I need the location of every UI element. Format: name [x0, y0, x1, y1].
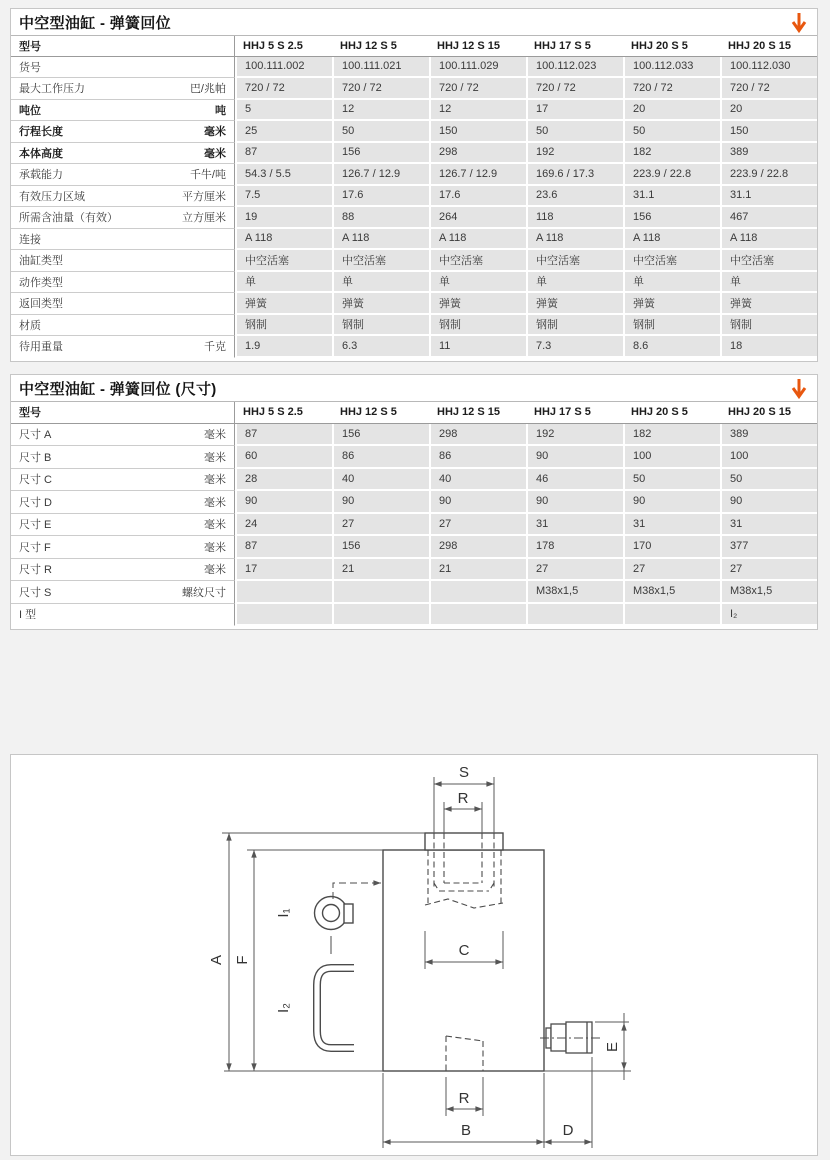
row-label-cell	[11, 536, 235, 559]
value-cell: 27	[623, 559, 720, 582]
value-cell: 156	[623, 207, 720, 229]
value-cell: 20	[623, 100, 720, 122]
row-label-cell	[11, 559, 235, 582]
value-cell	[429, 604, 526, 627]
coupler-fitting	[540, 1022, 601, 1053]
value-cell: 100.112.030	[720, 57, 817, 79]
value-cell: 钢制	[720, 315, 817, 337]
table-row	[11, 272, 817, 294]
value-cell: A 118	[429, 229, 526, 251]
row-label: 材质	[19, 319, 41, 332]
value-cell: 50	[332, 121, 429, 143]
row-label: 所需含油量（有效）	[19, 212, 118, 225]
column-header: HHJ 20 S 5	[623, 402, 720, 424]
value-cell: 298	[429, 536, 526, 559]
value-cell: 100	[623, 446, 720, 469]
table-row	[11, 121, 817, 143]
dim-label-b: B	[460, 1122, 472, 1139]
value-cell: 90	[720, 491, 817, 514]
section-header	[11, 9, 817, 36]
value-cell: 720 / 72	[235, 78, 332, 100]
value-cell: 12	[332, 100, 429, 122]
value-cell: 90	[429, 491, 526, 514]
table-row	[11, 57, 817, 79]
value-cell	[429, 581, 526, 604]
value-cell: 50	[623, 121, 720, 143]
value-cell: 156	[332, 424, 429, 447]
value-cell: 169.6 / 17.3	[526, 164, 623, 186]
row-unit: 毫米	[204, 147, 226, 160]
value-cell: 弹簧	[332, 293, 429, 315]
table-row	[11, 207, 817, 229]
row-label-cell	[11, 581, 235, 604]
value-cell: 弹簧	[623, 293, 720, 315]
saddle-collar	[425, 833, 503, 850]
row-label-cell	[11, 143, 235, 165]
value-cell: 720 / 72	[332, 78, 429, 100]
value-cell: 弹簧	[526, 293, 623, 315]
row-label: 最大工作压力	[19, 83, 85, 96]
value-cell: 7.3	[526, 336, 623, 358]
table-header-row	[11, 36, 817, 57]
value-cell: 54.3 / 5.5	[235, 164, 332, 186]
value-cell: 1.9	[235, 336, 332, 358]
table-header-row	[11, 402, 817, 424]
table-row	[11, 559, 817, 582]
row-label-cell	[11, 604, 235, 627]
value-cell: 118	[526, 207, 623, 229]
row-label: 吨位	[19, 104, 41, 117]
value-cell: 单	[429, 272, 526, 294]
value-cell: 90	[526, 491, 623, 514]
value-cell: M38x1,5	[623, 581, 720, 604]
row-label: 尺寸 D	[19, 496, 52, 509]
value-cell: 21	[332, 559, 429, 582]
row-label-cell	[11, 186, 235, 208]
value-cell: 17.6	[332, 186, 429, 208]
table-row	[11, 164, 817, 186]
value-cell	[235, 604, 332, 627]
dim-label-e: E	[604, 1041, 621, 1053]
row-label-cell	[11, 491, 235, 514]
value-cell: 50	[720, 469, 817, 492]
dim-label-a: A	[208, 954, 225, 966]
row-unit: 毫米	[204, 451, 226, 464]
value-cell: 28	[235, 469, 332, 492]
dim-label-c: C	[458, 942, 470, 959]
value-cell: 中空活塞	[623, 250, 720, 272]
column-header: HHJ 5 S 2.5	[235, 402, 332, 424]
row-label: 连接	[19, 233, 41, 246]
value-cell: 17	[526, 100, 623, 122]
table-row	[11, 293, 817, 315]
corner-header: 型号	[11, 36, 235, 57]
value-cell: 377	[720, 536, 817, 559]
value-cell: 192	[526, 143, 623, 165]
value-cell: 21	[429, 559, 526, 582]
value-cell: 264	[429, 207, 526, 229]
value-cell: 17	[235, 559, 332, 582]
dimensions-section	[10, 374, 818, 630]
value-cell: 20	[720, 100, 817, 122]
column-header: HHJ 20 S 15	[720, 36, 817, 57]
table-row	[11, 446, 817, 469]
table-row	[11, 250, 817, 272]
row-label: 待用重量	[19, 341, 63, 354]
value-cell: 150	[720, 121, 817, 143]
value-cell: 720 / 72	[720, 78, 817, 100]
value-cell: 223.9 / 22.8	[720, 164, 817, 186]
row-label-cell	[11, 272, 235, 294]
value-cell: 150	[429, 121, 526, 143]
table-row	[11, 336, 817, 358]
row-label-cell	[11, 164, 235, 186]
value-cell: 467	[720, 207, 817, 229]
row-label: 动作类型	[19, 276, 63, 289]
value-cell: 31.1	[623, 186, 720, 208]
table-row	[11, 143, 817, 165]
value-cell: 182	[623, 424, 720, 447]
row-label-cell	[11, 315, 235, 337]
value-cell: 18	[720, 336, 817, 358]
table-row	[11, 536, 817, 559]
table-row	[11, 469, 817, 492]
value-cell: 50	[623, 469, 720, 492]
value-cell: 182	[623, 143, 720, 165]
row-label-cell	[11, 100, 235, 122]
table-row	[11, 315, 817, 337]
value-cell: 720 / 72	[429, 78, 526, 100]
value-cell: 100.112.033	[623, 57, 720, 79]
value-cell: A 118	[526, 229, 623, 251]
column-header: HHJ 5 S 2.5	[235, 36, 332, 57]
spec-table	[11, 36, 817, 358]
value-cell: 12	[429, 100, 526, 122]
value-cell: 170	[623, 536, 720, 559]
eyebolt-icon	[315, 897, 354, 955]
row-unit: 毫米	[204, 564, 226, 577]
row-label: 返回类型	[19, 298, 63, 311]
value-cell: 弹簧	[429, 293, 526, 315]
value-cell: 单	[526, 272, 623, 294]
spec-section	[10, 8, 818, 362]
value-cell: 87	[235, 536, 332, 559]
dim-label-s: S	[458, 764, 470, 781]
section-title: 中空型油缸 - 弹簧回位	[19, 15, 171, 32]
table-row	[11, 229, 817, 251]
dim-label-f: F	[234, 955, 251, 965]
row-unit: 毫米	[204, 429, 226, 442]
value-cell: 钢制	[332, 315, 429, 337]
row-label-cell	[11, 57, 235, 79]
dimensions-table	[11, 402, 817, 626]
download-arrow-icon[interactable]	[791, 378, 807, 400]
value-cell: 23.6	[526, 186, 623, 208]
value-cell	[235, 581, 332, 604]
table-row	[11, 78, 817, 100]
value-cell: 弹簧	[235, 293, 332, 315]
download-arrow-icon[interactable]	[791, 12, 807, 34]
row-unit: 吨	[215, 104, 226, 117]
value-cell: 中空活塞	[720, 250, 817, 272]
value-cell: 中空活塞	[526, 250, 623, 272]
row-label-cell	[11, 469, 235, 492]
row-label: 行程长度	[19, 126, 63, 139]
value-cell	[332, 581, 429, 604]
table-row	[11, 581, 817, 604]
value-cell: 389	[720, 424, 817, 447]
row-unit: 平方厘米	[182, 190, 226, 203]
value-cell: 178	[526, 536, 623, 559]
row-label: 油缸类型	[19, 255, 63, 268]
column-header: HHJ 20 S 15	[720, 402, 817, 424]
row-label-cell	[11, 424, 235, 447]
handle-icon	[317, 968, 356, 1048]
column-header: HHJ 12 S 5	[332, 36, 429, 57]
row-label: 货号	[19, 61, 41, 74]
row-label-cell	[11, 446, 235, 469]
value-cell: 24	[235, 514, 332, 537]
value-cell: 100.111.029	[429, 57, 526, 79]
dim-label-r-bottom: R	[458, 1090, 470, 1107]
row-label-cell	[11, 336, 235, 358]
row-unit: 毫米	[204, 541, 226, 554]
technical-drawing-card	[10, 754, 818, 1156]
value-cell: 156	[332, 143, 429, 165]
row-label-cell	[11, 78, 235, 100]
value-cell: 中空活塞	[235, 250, 332, 272]
value-cell: 27	[332, 514, 429, 537]
value-cell: 90	[235, 491, 332, 514]
row-unit: 毫米	[204, 474, 226, 487]
value-cell: 6.3	[332, 336, 429, 358]
value-cell	[526, 604, 623, 627]
row-label: 有效压力区域	[19, 190, 85, 203]
cylinder-drawing	[11, 755, 817, 1155]
value-cell: A 118	[332, 229, 429, 251]
value-cell: 46	[526, 469, 623, 492]
value-cell: 弹簧	[720, 293, 817, 315]
value-cell: 单	[623, 272, 720, 294]
value-cell: M38x1,5	[720, 581, 817, 604]
value-cell: 100.112.023	[526, 57, 623, 79]
column-header: HHJ 12 S 15	[429, 36, 526, 57]
dim-label-i2: I₂	[275, 1003, 292, 1013]
value-cell: 11	[429, 336, 526, 358]
column-header: HHJ 17 S 5	[526, 402, 623, 424]
row-label: 尺寸 R	[19, 564, 52, 577]
value-cell: 86	[332, 446, 429, 469]
value-cell	[623, 604, 720, 627]
value-cell: A 118	[235, 229, 332, 251]
column-header: HHJ 12 S 15	[429, 402, 526, 424]
value-cell: 25	[235, 121, 332, 143]
row-label: 本体高度	[19, 147, 63, 160]
value-cell: 90	[623, 491, 720, 514]
row-label-cell	[11, 514, 235, 537]
table-row	[11, 100, 817, 122]
value-cell: 87	[235, 424, 332, 447]
row-unit: 千克	[204, 341, 226, 354]
leader-line	[333, 883, 381, 899]
value-cell: A 118	[720, 229, 817, 251]
value-cell: 88	[332, 207, 429, 229]
value-cell: 90	[332, 491, 429, 514]
row-label-cell	[11, 229, 235, 251]
value-cell: 389	[720, 143, 817, 165]
row-unit: 毫米	[204, 126, 226, 139]
value-cell: 60	[235, 446, 332, 469]
value-cell: 126.7 / 12.9	[429, 164, 526, 186]
table-row	[11, 424, 817, 447]
table-row	[11, 186, 817, 208]
column-header: HHJ 12 S 5	[332, 402, 429, 424]
section-header	[11, 375, 817, 402]
corner-header: 型号	[11, 402, 235, 424]
row-label-cell	[11, 250, 235, 272]
row-label: 承载能力	[19, 169, 63, 182]
table-row	[11, 514, 817, 537]
value-cell: 钢制	[623, 315, 720, 337]
value-cell: 720 / 72	[526, 78, 623, 100]
value-cell: 31	[623, 514, 720, 537]
value-cell: 90	[526, 446, 623, 469]
value-cell: 钢制	[429, 315, 526, 337]
row-unit: 毫米	[204, 519, 226, 532]
column-header: HHJ 17 S 5	[526, 36, 623, 57]
value-cell: 156	[332, 536, 429, 559]
value-cell: 298	[429, 424, 526, 447]
value-cell: 31.1	[720, 186, 817, 208]
row-label: I 型	[19, 609, 37, 622]
value-cell: 7.5	[235, 186, 332, 208]
row-label-cell	[11, 207, 235, 229]
value-cell: 720 / 72	[623, 78, 720, 100]
column-header: HHJ 20 S 5	[623, 36, 720, 57]
value-cell: 31	[720, 514, 817, 537]
row-label-cell	[11, 121, 235, 143]
row-label: 尺寸 A	[19, 429, 52, 442]
value-cell: 27	[429, 514, 526, 537]
value-cell: 中空活塞	[429, 250, 526, 272]
value-cell: 100.111.002	[235, 57, 332, 79]
value-cell: 19	[235, 207, 332, 229]
row-label: 尺寸 E	[19, 519, 52, 532]
value-cell: 298	[429, 143, 526, 165]
value-cell: 单	[332, 272, 429, 294]
value-cell: 86	[429, 446, 526, 469]
section-title: 中空型油缸 - 弹簧回位 (尺寸)	[19, 381, 217, 398]
row-unit: 螺纹尺寸	[182, 586, 226, 599]
value-cell: 中空活塞	[332, 250, 429, 272]
value-cell: 100	[720, 446, 817, 469]
dim-label-i1: I₁	[275, 908, 292, 918]
value-cell	[332, 604, 429, 627]
value-cell: M38x1,5	[526, 581, 623, 604]
value-cell: 钢制	[235, 315, 332, 337]
row-unit: 千牛/吨	[189, 169, 226, 182]
value-cell: I₂	[720, 604, 817, 627]
value-cell: 31	[526, 514, 623, 537]
value-cell: 钢制	[526, 315, 623, 337]
value-cell: 100.111.021	[332, 57, 429, 79]
row-label: 尺寸 B	[19, 451, 52, 464]
row-unit: 巴/兆帕	[189, 83, 226, 96]
row-label: 尺寸 F	[19, 541, 51, 554]
table-row	[11, 604, 817, 627]
value-cell: 126.7 / 12.9	[332, 164, 429, 186]
value-cell: A 118	[623, 229, 720, 251]
row-label: 尺寸 C	[19, 474, 52, 487]
value-cell: 5	[235, 100, 332, 122]
value-cell: 192	[526, 424, 623, 447]
value-cell: 40	[429, 469, 526, 492]
value-cell: 87	[235, 143, 332, 165]
value-cell: 27	[720, 559, 817, 582]
dim-label-r-top: R	[457, 790, 469, 807]
table-row	[11, 491, 817, 514]
row-unit: 毫米	[204, 496, 226, 509]
value-cell: 17.6	[429, 186, 526, 208]
row-label-cell	[11, 293, 235, 315]
value-cell: 40	[332, 469, 429, 492]
value-cell: 223.9 / 22.8	[623, 164, 720, 186]
row-label: 尺寸 S	[19, 586, 52, 599]
value-cell: 单	[720, 272, 817, 294]
value-cell: 8.6	[623, 336, 720, 358]
value-cell: 50	[526, 121, 623, 143]
row-unit: 立方厘米	[182, 212, 226, 225]
dim-label-d: D	[562, 1122, 574, 1139]
value-cell: 单	[235, 272, 332, 294]
value-cell: 27	[526, 559, 623, 582]
